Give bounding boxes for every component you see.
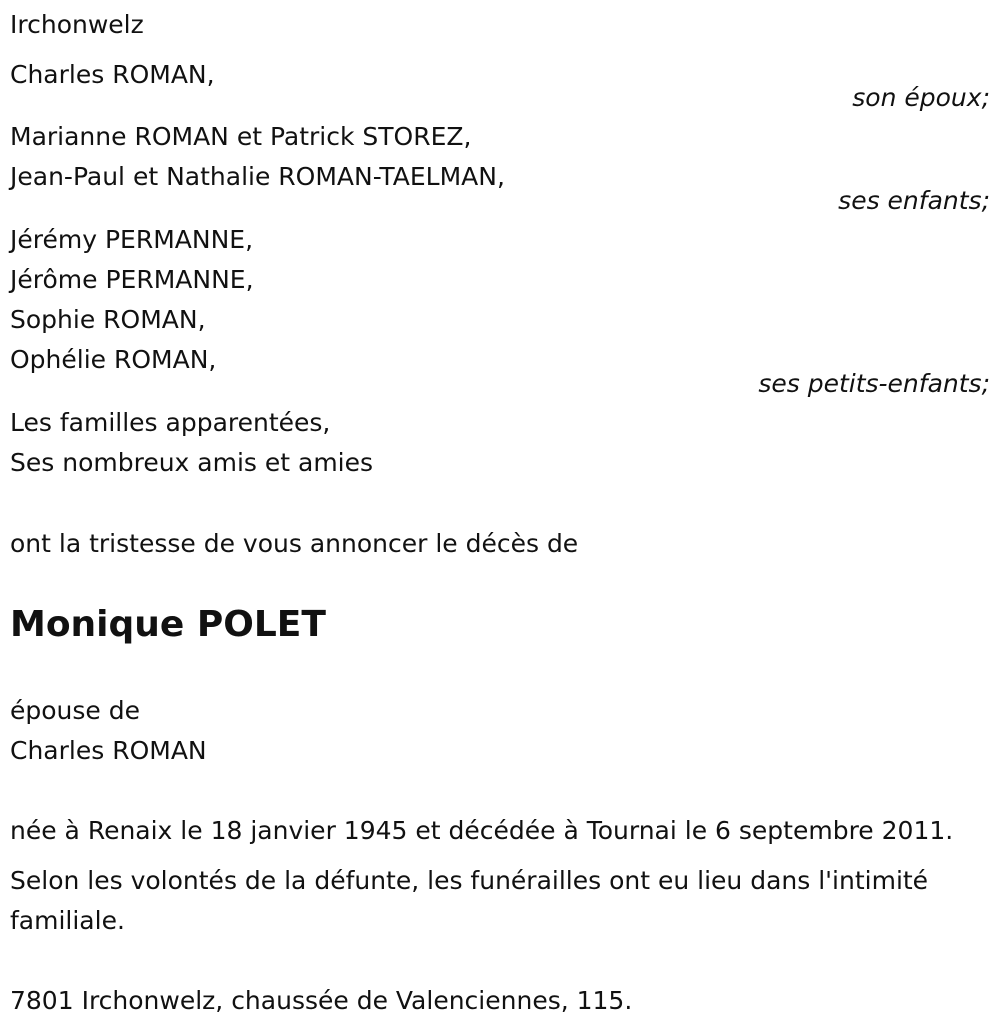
address-text: 7801 Irchonwelz, chaussée de Valenciennes, 115.	[10, 986, 633, 1015]
friends-line: Ses nombreux amis et amies	[10, 448, 374, 477]
funeral-note-line-1: Selon les volontés de la défunte, les funérailles ont eu lieu dans l'intimité	[10, 866, 929, 895]
announcement-text: ont la tristesse de vous annoncer le décès de	[10, 529, 579, 558]
grandchild-name-3: Sophie ROMAN,	[10, 305, 206, 334]
grandchild-name-4: Ophélie ROMAN,	[10, 345, 217, 374]
children-role: ses enfants;	[838, 186, 990, 215]
funeral-note-line-2: familiale.	[10, 906, 125, 935]
spouse-of-label: épouse de	[10, 696, 140, 725]
grandchild-name-1: Jérémy PERMANNE,	[10, 225, 254, 254]
spouse-name: Charles ROMAN,	[10, 60, 215, 89]
related-families: Les familles apparentées,	[10, 408, 331, 437]
child-name-2: Jean-Paul et Nathalie ROMAN-TAELMAN,	[10, 162, 505, 191]
spouse-of-name: Charles ROMAN	[10, 736, 207, 765]
location-heading: Irchonwelz	[10, 10, 144, 39]
grandchild-name-2: Jérôme PERMANNE,	[10, 265, 254, 294]
birth-death-text: née à Renaix le 18 janvier 1945 et décédée à Tournai le 6 septembre 2011.	[10, 816, 954, 845]
grandchildren-role: ses petits-enfants;	[758, 369, 990, 398]
spouse-role: son époux;	[852, 83, 990, 112]
child-name-1: Marianne ROMAN et Patrick STOREZ,	[10, 122, 472, 151]
deceased-name: Monique POLET	[10, 604, 326, 645]
